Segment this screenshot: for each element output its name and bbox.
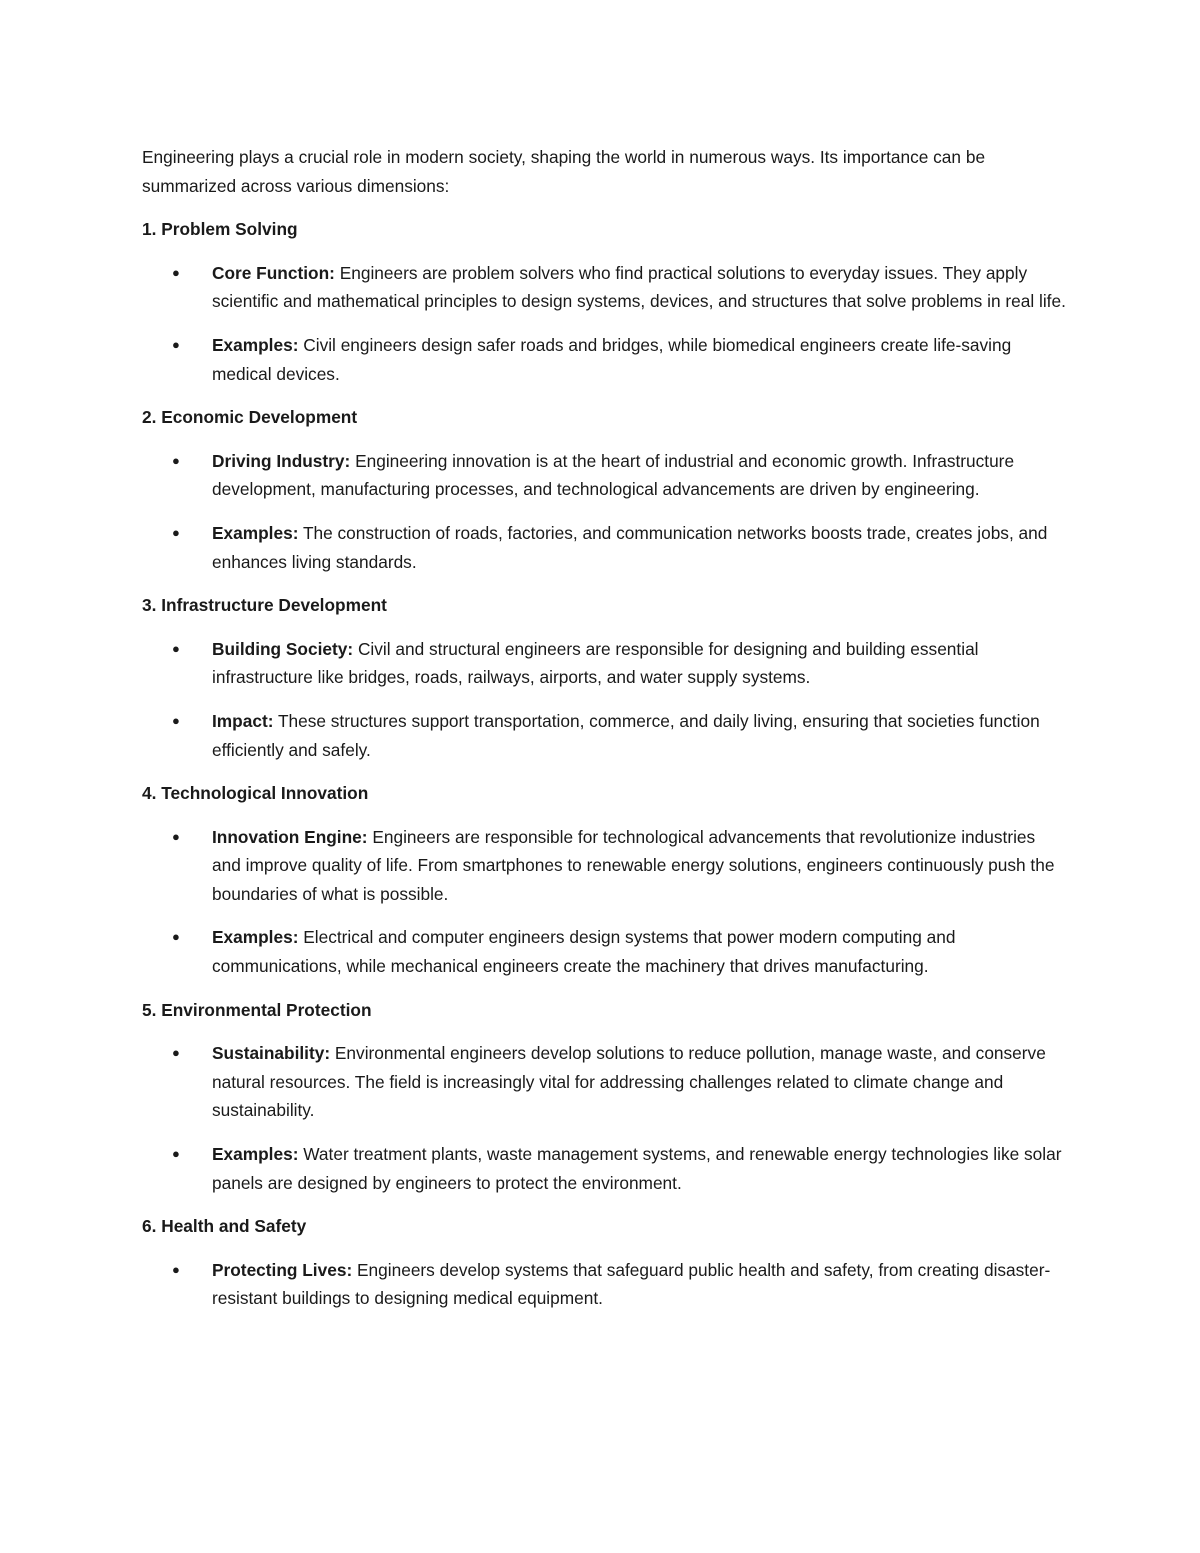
section-infrastructure-development [142, 591, 1067, 764]
bullet-label: Innovation Engine: [212, 826, 368, 847]
bullet-icon: ● [172, 452, 180, 468]
bullet-text: Civil engineers design safer roads and bridges, while biomedical engineers create life-saving medical devices. [212, 334, 1012, 384]
bullet-icon: ● [172, 1146, 180, 1162]
list-item [142, 331, 1067, 388]
bullet-label: Driving Industry: [212, 450, 351, 471]
bullet-text: Water treatment plants, waste management systems, and renewable energy technologies like solar panels are designed by engineers to protect the environment. [212, 1144, 1062, 1193]
bullet-label: Examples: [212, 522, 299, 543]
list-item [142, 1140, 1067, 1197]
list-item [142, 519, 1067, 576]
section-environmental-protection [142, 996, 1067, 1198]
bullet-label: Impact: [212, 710, 274, 731]
list-item [142, 823, 1067, 909]
intro-paragraph: Engineering plays a crucial role in modern society, shaping the world in numerous ways. Its importance can be summarized across various dimensions: [142, 147, 986, 196]
section-heading: 1. Problem Solving [142, 219, 298, 240]
bullet-label: Protecting Lives: [212, 1259, 353, 1280]
list-item [142, 1256, 1067, 1313]
bullet-icon: ● [172, 929, 180, 945]
bullet-text: Environmental engineers develop solutions to reduce pollution, manage waste, and conserve natural resources. The field is increasingly vital for addressing challenges related to climate change and sustainability. [212, 1043, 1046, 1121]
list-item [142, 923, 1067, 980]
bullet-list [142, 1256, 1067, 1313]
bullet-text: These structures support transportation, commerce, and daily living, ensuring that societies function efficiently and safely. [212, 710, 1040, 760]
document-page [142, 143, 1067, 1328]
list-item [142, 259, 1067, 316]
bullet-icon: ● [172, 828, 180, 844]
bullet-text: The construction of roads, factories, and communication networks boosts trade, creates jobs, and enhances living standards. [212, 522, 1048, 572]
bullet-label: Core Function: [212, 262, 335, 283]
bullet-list [142, 823, 1067, 981]
bullet-label: Examples: [212, 334, 299, 355]
section-problem-solving [142, 215, 1067, 388]
bullet-label: Examples: [212, 1144, 299, 1165]
bullet-list [142, 1039, 1067, 1197]
bullet-list [142, 259, 1067, 388]
list-item [142, 447, 1067, 504]
list-item [142, 1039, 1067, 1125]
bullet-icon: ● [172, 712, 180, 728]
bullet-icon: ● [172, 1261, 180, 1277]
bullet-icon: ● [172, 264, 180, 280]
list-item [142, 635, 1067, 692]
section-heading: 5. Environmental Protection [142, 999, 372, 1020]
bullet-label: Examples: [212, 927, 299, 948]
bullet-text: Engineers are responsible for technological advancements that revolutionize industries and improve quality of life. From smartphones to renewable energy solutions, engineers continuously push the boundaries of what is possible. [212, 826, 1055, 904]
bullet-text: Civil and structural engineers are responsible for designing and building essential infrastructure like bridges, roads, railways, airports, and water supply systems. [212, 638, 979, 688]
bullet-list [142, 447, 1067, 576]
list-item [142, 707, 1067, 764]
section-economic-development [142, 403, 1067, 576]
section-heading: 3. Infrastructure Development [142, 595, 387, 616]
section-heading: 4. Technological Innovation [142, 783, 369, 804]
section-health-and-safety [142, 1212, 1067, 1313]
bullet-label: Building Society: [212, 638, 354, 659]
bullet-text: Electrical and computer engineers design systems that power modern computing and communications, while mechanical engineers create the machinery that drives manufacturing. [212, 927, 956, 977]
bullet-icon: ● [172, 1045, 180, 1061]
bullet-icon: ● [172, 524, 180, 540]
section-heading: 6. Health and Safety [142, 1216, 307, 1237]
bullet-label: Sustainability: [212, 1043, 331, 1064]
bullet-icon: ● [172, 336, 180, 352]
bullet-list [142, 635, 1067, 764]
bullet-icon: ● [172, 640, 180, 656]
bullet-text: Engineers develop systems that safeguard public health and safety, from creating disaster-resistant buildings to designing medical equipment. [212, 1259, 1051, 1309]
section-technological-innovation [142, 779, 1067, 981]
bullet-text: Engineering innovation is at the heart of industrial and economic growth. Infrastructure development, manufacturing processes, and technological advancements are driven by engineering. [212, 450, 1015, 500]
bullet-text: Engineers are problem solvers who find practical solutions to everyday issues. They apply scientific and mathematical principles to design systems, devices, and structures that solve problems in real life. [212, 262, 1066, 312]
section-heading: 2. Economic Development [142, 407, 358, 428]
